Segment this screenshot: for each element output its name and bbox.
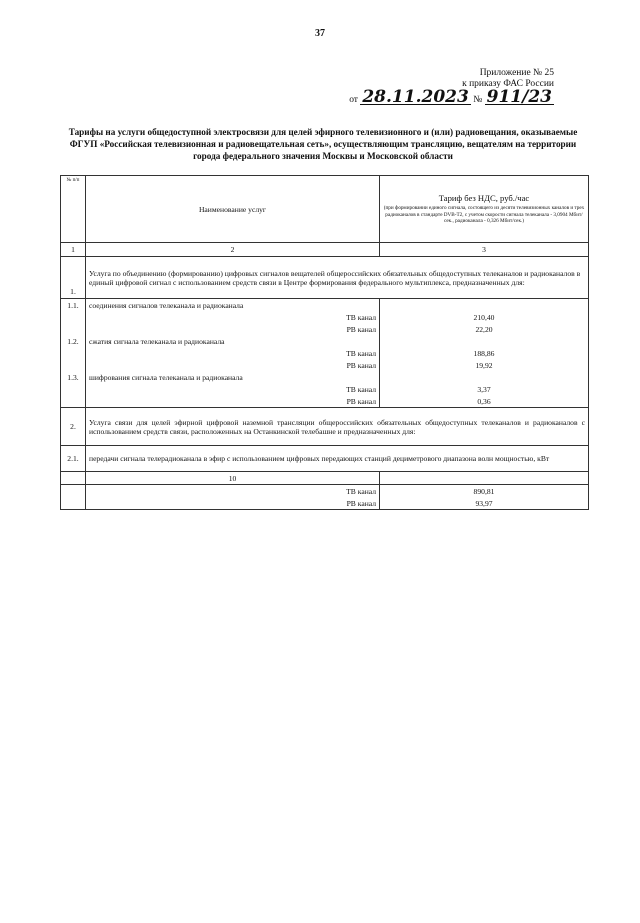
row-2-1-rv-value: 93,97 [380, 497, 589, 510]
table-row [61, 323, 589, 335]
row-1-2-tv-label: ТВ канал [86, 347, 380, 359]
empty-cell [61, 359, 86, 371]
date-prefix: от [349, 95, 358, 105]
row-1-2-rv-label: РВ канал [86, 359, 380, 371]
row-1-1-text: соединения сигналов телеканала и радиоканала [86, 299, 380, 312]
empty-cell [380, 335, 589, 347]
row-1-1-rv-label: РВ канал [86, 323, 380, 335]
row-1-2-num: 1.2. [61, 335, 86, 347]
col-num-1: 1 [61, 243, 86, 257]
table-row [61, 335, 589, 347]
table-row [61, 311, 589, 323]
col-num-3: 3 [380, 243, 589, 257]
table-row [61, 371, 589, 383]
table-row [61, 446, 589, 472]
section-2-row [61, 408, 589, 446]
row-2-1-tv-value: 890,81 [380, 485, 589, 498]
row-1-3-num: 1.3. [61, 371, 86, 383]
document-title: Тарифы на услуги общедоступной электросвязи для целей эфирного телевизионного и (или) радиовещания, оказываемые ФГУП «Российская телевизионная и радиовещательная сеть», осуществляющим трансляцию, вещателям на территории города федерального значения Москвы и Московской области [68, 127, 578, 161]
table-row [61, 347, 589, 359]
section-1-text: Услуга по объединению (формированию) цифровых сигналов вещателей общероссийских обязательных общедоступных телеканалов и радиоканалов в единый цифровой сигнал с использованием средств связи в Центре формирования федерального мультиплекса, предназначенных для: [86, 257, 589, 299]
header-tariff [380, 176, 589, 243]
table-row [61, 359, 589, 371]
empty-cell [61, 323, 86, 335]
header-tariff-title: Тариф без НДС, руб./час [438, 193, 530, 204]
table-row [61, 485, 589, 498]
section-2-num: 2. [61, 408, 86, 446]
header-tariff-note: (при формировании единого сигнала, состоящего из десяти телевизионных каналов и трех радиоканалов в стандарте DVB-T2, с учетом скорости сигнала телеканала - 3,0904 Мбит/сек., радиоканала - 0,326 Мбит/сек.) [383, 205, 585, 225]
row-1-3-tv-value: 3,37 [380, 383, 589, 395]
section-2-text: Услуга связи для целей эфирной цифровой наземной трансляции общероссийских обязательных общедоступных телеканалов и радиоканалов с использованием средств связи, расположенных на Останкинской телебашне и предназначенных для: [86, 408, 589, 446]
appendix-order-ref: к приказу ФАС России [462, 79, 554, 89]
header-num: № п/п [61, 176, 86, 243]
table-row [61, 497, 589, 510]
empty-cell [61, 383, 86, 395]
row-2-1-rv-label: РВ канал [86, 497, 380, 510]
row-1-2-tv-value: 188,86 [380, 347, 589, 359]
row-1-2-rv-value: 19,92 [380, 359, 589, 371]
table-row [61, 472, 589, 485]
row-1-3-text: шифрования сигнала телеканала и радиоканала [86, 371, 380, 383]
column-number-row [61, 243, 589, 257]
header-name: Наименование услуг [86, 176, 380, 243]
row-1-1-rv-value: 22,20 [380, 323, 589, 335]
empty-cell [380, 472, 589, 485]
row-2-1-num: 2.1. [61, 446, 86, 472]
empty-cell [61, 485, 86, 498]
empty-cell [61, 472, 86, 485]
order-date: 28.11.2023 [362, 87, 469, 107]
row-1-1-tv-label: ТВ канал [86, 311, 380, 323]
row-2-1-power: 10 [86, 472, 380, 485]
section-1-num: 1. [61, 257, 86, 299]
table-header [61, 176, 589, 243]
order-number: 911/23 [486, 87, 552, 107]
col-num-2: 2 [86, 243, 380, 257]
appendix-title: Приложение № 25 [479, 68, 554, 78]
appendix-date-line [349, 87, 554, 107]
row-1-3-tv-label: ТВ канал [86, 383, 380, 395]
empty-cell [380, 299, 589, 312]
row-1-1-tv-value: 210,40 [380, 311, 589, 323]
empty-cell [61, 497, 86, 510]
row-2-1-tv-label: ТВ канал [86, 485, 380, 498]
table-row [61, 395, 589, 408]
number-prefix: № [473, 95, 483, 105]
row-1-2-text: сжатия сигнала телеканала и радиоканала [86, 335, 380, 347]
row-1-1-num: 1.1. [61, 299, 86, 312]
tariff-table [60, 175, 589, 510]
row-1-3-rv-value: 0,36 [380, 395, 589, 408]
empty-cell [61, 395, 86, 408]
row-2-1-text: передачи сигнала телерадиоканала в эфир с использованием цифровых передающих станций дециметрового диапазона волн мощностью, кВт [86, 446, 589, 472]
empty-cell [61, 311, 86, 323]
empty-cell [380, 371, 589, 383]
appendix-block [349, 68, 554, 106]
table-row [61, 383, 589, 395]
page-number: 37 [315, 28, 325, 39]
table-row [61, 299, 589, 312]
row-1-3-rv-label: РВ канал [86, 395, 380, 408]
empty-cell [61, 347, 86, 359]
section-1-row [61, 257, 589, 299]
